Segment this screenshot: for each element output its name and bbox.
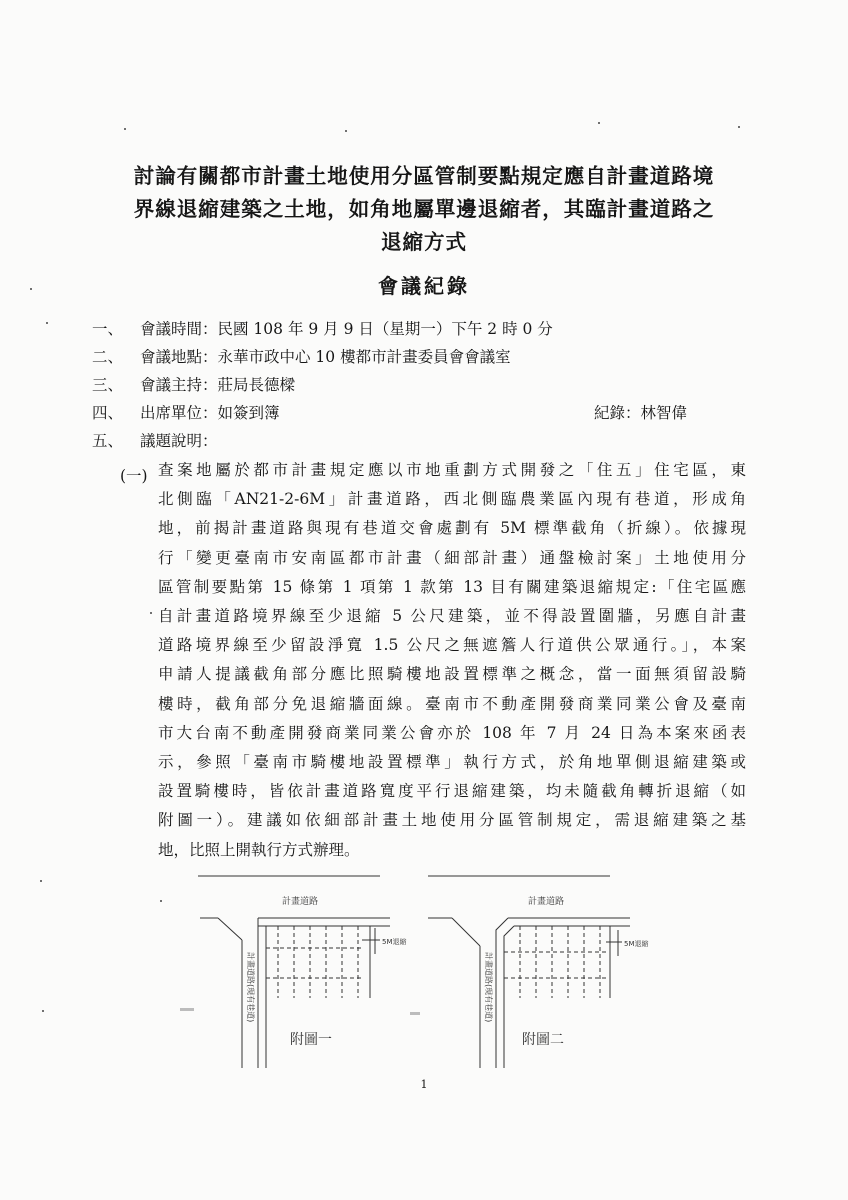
figure-2-side-label: 計畫道路(現有巷道) [484, 952, 493, 1023]
scan-speck [46, 322, 48, 324]
meeting-item-chair [92, 371, 772, 399]
item-number: 一、 [92, 320, 124, 338]
body-line: 申請人提議截角部分應比照騎樓地設置標準之概念，當一面無須留設騎 [158, 665, 746, 684]
item-text: 會議時間：民國 108 年 9 月 9 日（星期一）下午 2 時 0 分 [140, 320, 553, 338]
meeting-item-time [92, 315, 772, 343]
scan-smudge [180, 1008, 194, 1011]
scan-speck [30, 288, 32, 290]
subsection-number: (一) [120, 467, 148, 485]
meeting-item-location [92, 343, 772, 371]
item-number: 四、 [92, 404, 124, 422]
scan-speck [160, 900, 162, 902]
site-plan-figures [190, 868, 670, 1078]
body-line: 區管制要點第 15 條第 1 項第 1 款第 13 目有關建築退縮規定:「住宅區應 [158, 577, 746, 596]
page-number: 1 [420, 1078, 428, 1091]
scan-smudge [410, 1012, 420, 1015]
subsection-body [158, 456, 746, 865]
body-line: 示，參照「臺南市騎樓地設置標準」執行方式，於角地單側退縮建築或 [158, 753, 746, 772]
body-line: 地，前揭計畫道路與現有巷道交會處劃有 5M 標準截角（折線）。依據現 [158, 519, 746, 538]
figure-1-side-label: 計畫道路(現有巷道) [246, 952, 255, 1023]
body-line: 設置騎樓時，皆依計畫道路寬度平行退縮建築，均未隨截角轉折退縮（如 [158, 782, 746, 801]
scan-speck [124, 128, 126, 130]
recorder-label: 紀錄：林智偉 [594, 404, 688, 422]
figure-1-top-label: 計畫道路 [282, 897, 319, 907]
scan-speck [738, 126, 740, 128]
item-text: 議題說明： [140, 432, 218, 450]
document-subtitle: 會議紀錄 [378, 274, 470, 298]
scan-speck [150, 612, 152, 614]
figure-2-top-label: 計畫道路 [528, 897, 565, 907]
item-number: 二、 [92, 348, 124, 366]
figure-1-caption: 附圖一 [290, 1032, 332, 1048]
figure-1-dim-label: 5M退縮 [382, 938, 407, 946]
meeting-item-attendees [92, 399, 772, 427]
body-line: 附圖一）。建議如依細部計畫土地使用分區管制規定，需退縮建築之基 [158, 811, 746, 830]
scan-speck [345, 130, 347, 132]
body-line: 自計畫道路境界線至少退縮 5 公尺建築，並不得設置圍牆，另應自計畫 [158, 607, 746, 626]
item-number: 三、 [92, 376, 124, 394]
item-text: 會議地點：永華市政中心 10 樓都市計畫委員會會議室 [140, 348, 511, 366]
title-line-1: 討論有關都市計畫土地使用分區管制要點規定應自計畫道路境 [133, 164, 715, 188]
scan-speck [40, 880, 42, 882]
body-line: 樓時，截角部分免退縮牆面線。臺南市不動產開發商業同業公會及臺南 [158, 694, 746, 713]
document-title [80, 160, 768, 259]
body-line: 查案地屬於都市計畫規定應以市地重劃方式開發之「住五」住宅區，東 [158, 461, 746, 479]
item-number: 五、 [92, 432, 124, 450]
figure-2-caption: 附圖二 [522, 1032, 564, 1048]
title-line-2: 界線退縮建築之土地，如角地屬單邊退縮者，其臨計畫道路之 [133, 197, 715, 221]
meeting-items [92, 315, 772, 455]
body-line: 北側臨「AN21-2-6M」計畫道路，西北側臨農業區內現有巷道，形成角 [158, 490, 746, 509]
item-text: 會議主持：莊局長德樑 [140, 376, 296, 394]
body-line: 道路境界線至少留設淨寬 1.5 公尺之無遮簷人行道供公眾通行。」，本案 [158, 636, 746, 655]
item-text: 出席單位：如簽到簿 [140, 404, 280, 422]
body-line: 地，比照上開執行方式辦理。 [158, 840, 360, 859]
figure-2-dim-label: 5M退縮 [624, 940, 649, 948]
scan-speck [598, 122, 600, 124]
scan-speck [42, 1010, 44, 1012]
meeting-item-description [92, 427, 772, 455]
title-line-3: 退縮方式 [381, 230, 467, 254]
body-line: 行「變更臺南市安南區都市計畫（細部計畫）通盤檢討案」土地使用分 [158, 548, 746, 567]
body-line: 市大台南不動產開發商業同業公會亦於 108 年 7 月 24 日為本案來函表 [158, 723, 746, 742]
